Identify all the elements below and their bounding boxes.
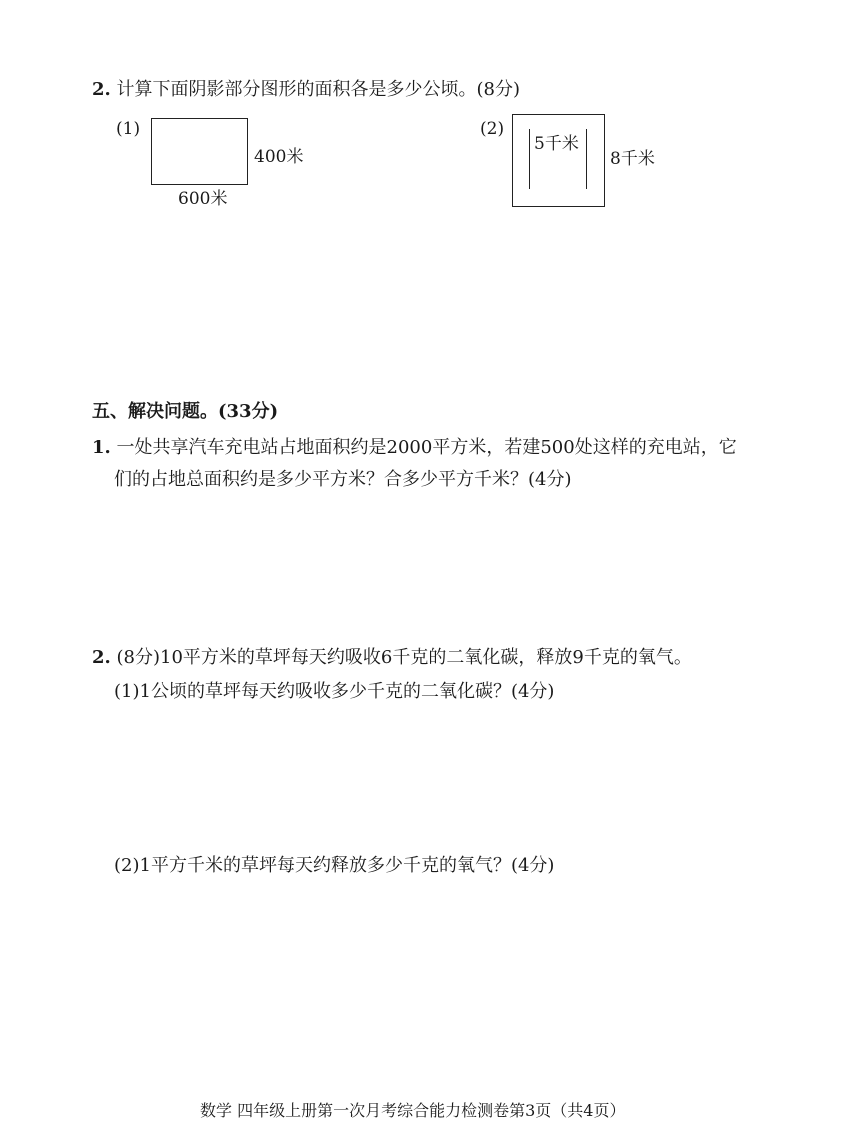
figure-1-height-label: 400米 — [254, 147, 304, 167]
figure-1-width-label: 600米 — [178, 189, 228, 209]
figure-1-label: (1) — [116, 119, 141, 139]
question-number: 2. — [92, 647, 111, 668]
question-text: (8分)10平方米的草坪每天约吸收6千克的二氧化碳，释放9千克的氧气。 — [116, 647, 692, 668]
question-text: 一处共享汽车充电站占地面积约是2000平方米，若建500处这样的充电站，它 — [116, 437, 737, 458]
page-footer: 数学 四年级上册第一次月考综合能力检测卷第3页（共4页） — [200, 1101, 626, 1120]
figure-2-right-line — [586, 129, 587, 189]
question-5-2-sub2: (2)1平方千米的草坪每天约释放多少千克的氧气？(4分) — [114, 855, 555, 876]
figure-1-rectangle — [151, 118, 248, 185]
figure-2-label: (2) — [480, 119, 505, 139]
figure-2-outer-square — [512, 114, 605, 207]
figure-2-left-line — [529, 129, 530, 189]
question-5-1-line2: 们的占地总面积约是多少平方米？合多少平方千米？(4分) — [114, 469, 572, 490]
question-text: 计算下面阴影部分图形的面积各是多少公顷。(8分) — [116, 79, 521, 100]
question-4-2 — [92, 78, 520, 102]
question-number: 1. — [92, 437, 111, 458]
question-5-1-line1 — [92, 436, 737, 460]
figure-2-inner-label: 5千米 — [534, 134, 579, 154]
section-5-title: 五、解决问题。(33分) — [92, 401, 279, 422]
question-5-2 — [92, 646, 692, 670]
question-number: 2. — [92, 79, 111, 100]
figure-2-side-label: 8千米 — [610, 149, 655, 169]
question-5-2-sub1: (1)1公顷的草坪每天约吸收多少千克的二氧化碳？(4分) — [114, 681, 555, 702]
